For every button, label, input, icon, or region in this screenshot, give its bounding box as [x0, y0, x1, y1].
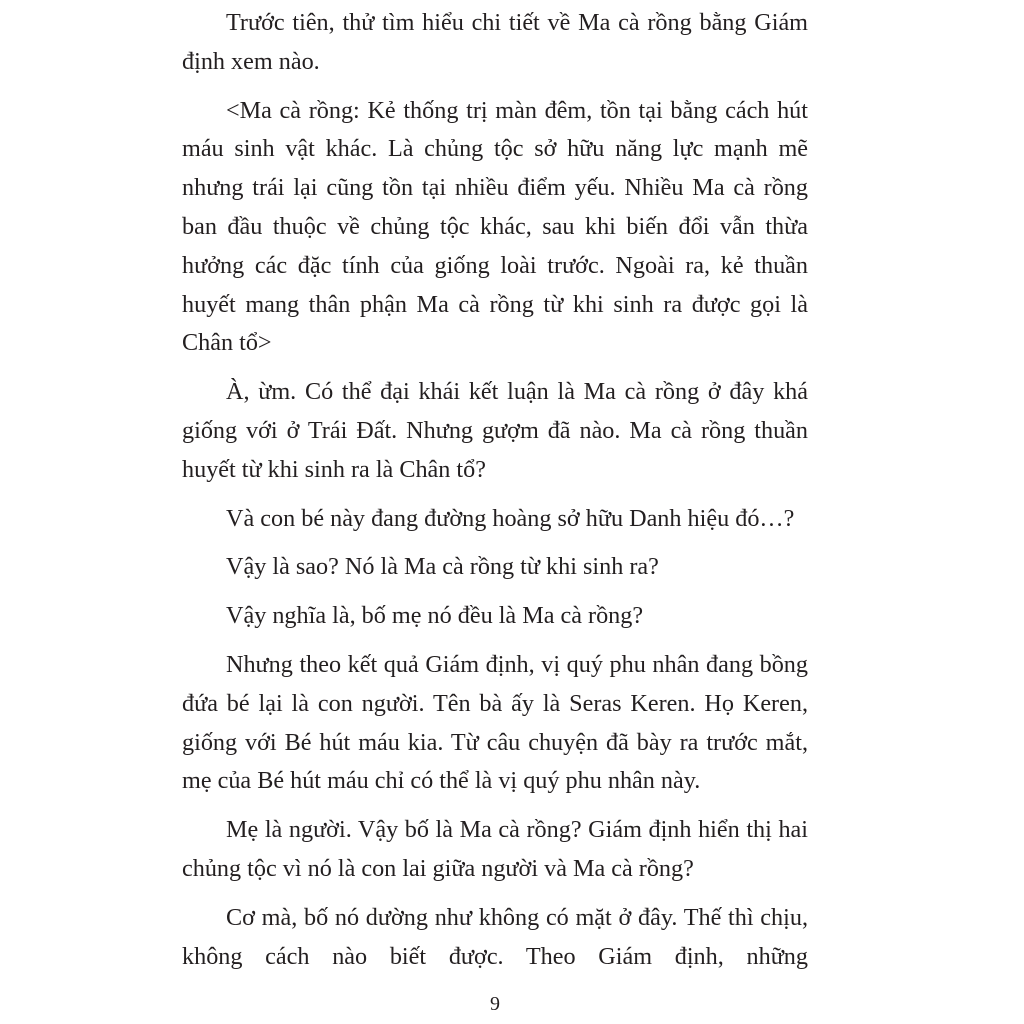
page-number: 9: [490, 993, 500, 1015]
paragraph: Trước tiên, thử tìm hiểu chi tiết về Ma cà rồng bằng Giám định xem nào.: [182, 9, 808, 75]
paragraph: À, ừm. Có thể đại khái kết luận là Ma cà rồng ở đây khá giống với ở Trái Đất. Nhưng gượm đã nào. Ma cà rồng thuần huyết từ khi sinh ra là Chân tổ?: [182, 378, 808, 483]
paragraph: Nhưng theo kết quả Giám định, vị quý phu nhân đang bồng đứa bé lại là con người. Tên bà ấy là Seras Keren. Họ Keren, giống với Bé hút máu kia. Từ câu chuyện đã bày ra trước mắt, mẹ của Bé hút máu chỉ có thể là vị quý phu nhân này.: [182, 650, 808, 795]
paragraph: Và con bé này đang đường hoàng sở hữu Danh hiệu đó…?: [226, 504, 795, 532]
paragraph-continued: Cơ mà, bố nó dường như không có mặt ở đây. Thế thì chịu, không cách nào biết được. Theo Giám định, những: [182, 903, 808, 970]
paragraph: Mẹ là người. Vậy bố là Ma cà rồng? Giám định hiển thị hai chủng tộc vì nó là con lai giữa người và Ma cà rồng?: [182, 816, 808, 882]
paragraph: Vậy nghĩa là, bố mẹ nó đều là Ma cà rồng?: [226, 602, 644, 630]
paragraph: Vậy là sao? Nó là Ma cà rồng từ khi sinh ra?: [226, 553, 659, 581]
book-page: [182, 0, 808, 1024]
paragraph: <Ma cà rồng: Kẻ thống trị màn đêm, tồn tại bằng cách hút máu sinh vật khác. Là chủng tộc sở hữu năng lực mạnh mẽ nhưng trái lại cũng tồn tại nhiều điểm yếu. Nhiều Ma cà rồng ban đầu thuộc về chủng tộc khác, sau khi biến đổi vẫn thừa hưởng các đặc tính của giống loài trước. Ngoài ra, kẻ thuần huyết mang thân phận Ma cà rồng từ khi sinh ra được gọi là Chân tổ>: [182, 96, 808, 357]
page-text-body: [182, 4, 808, 986]
